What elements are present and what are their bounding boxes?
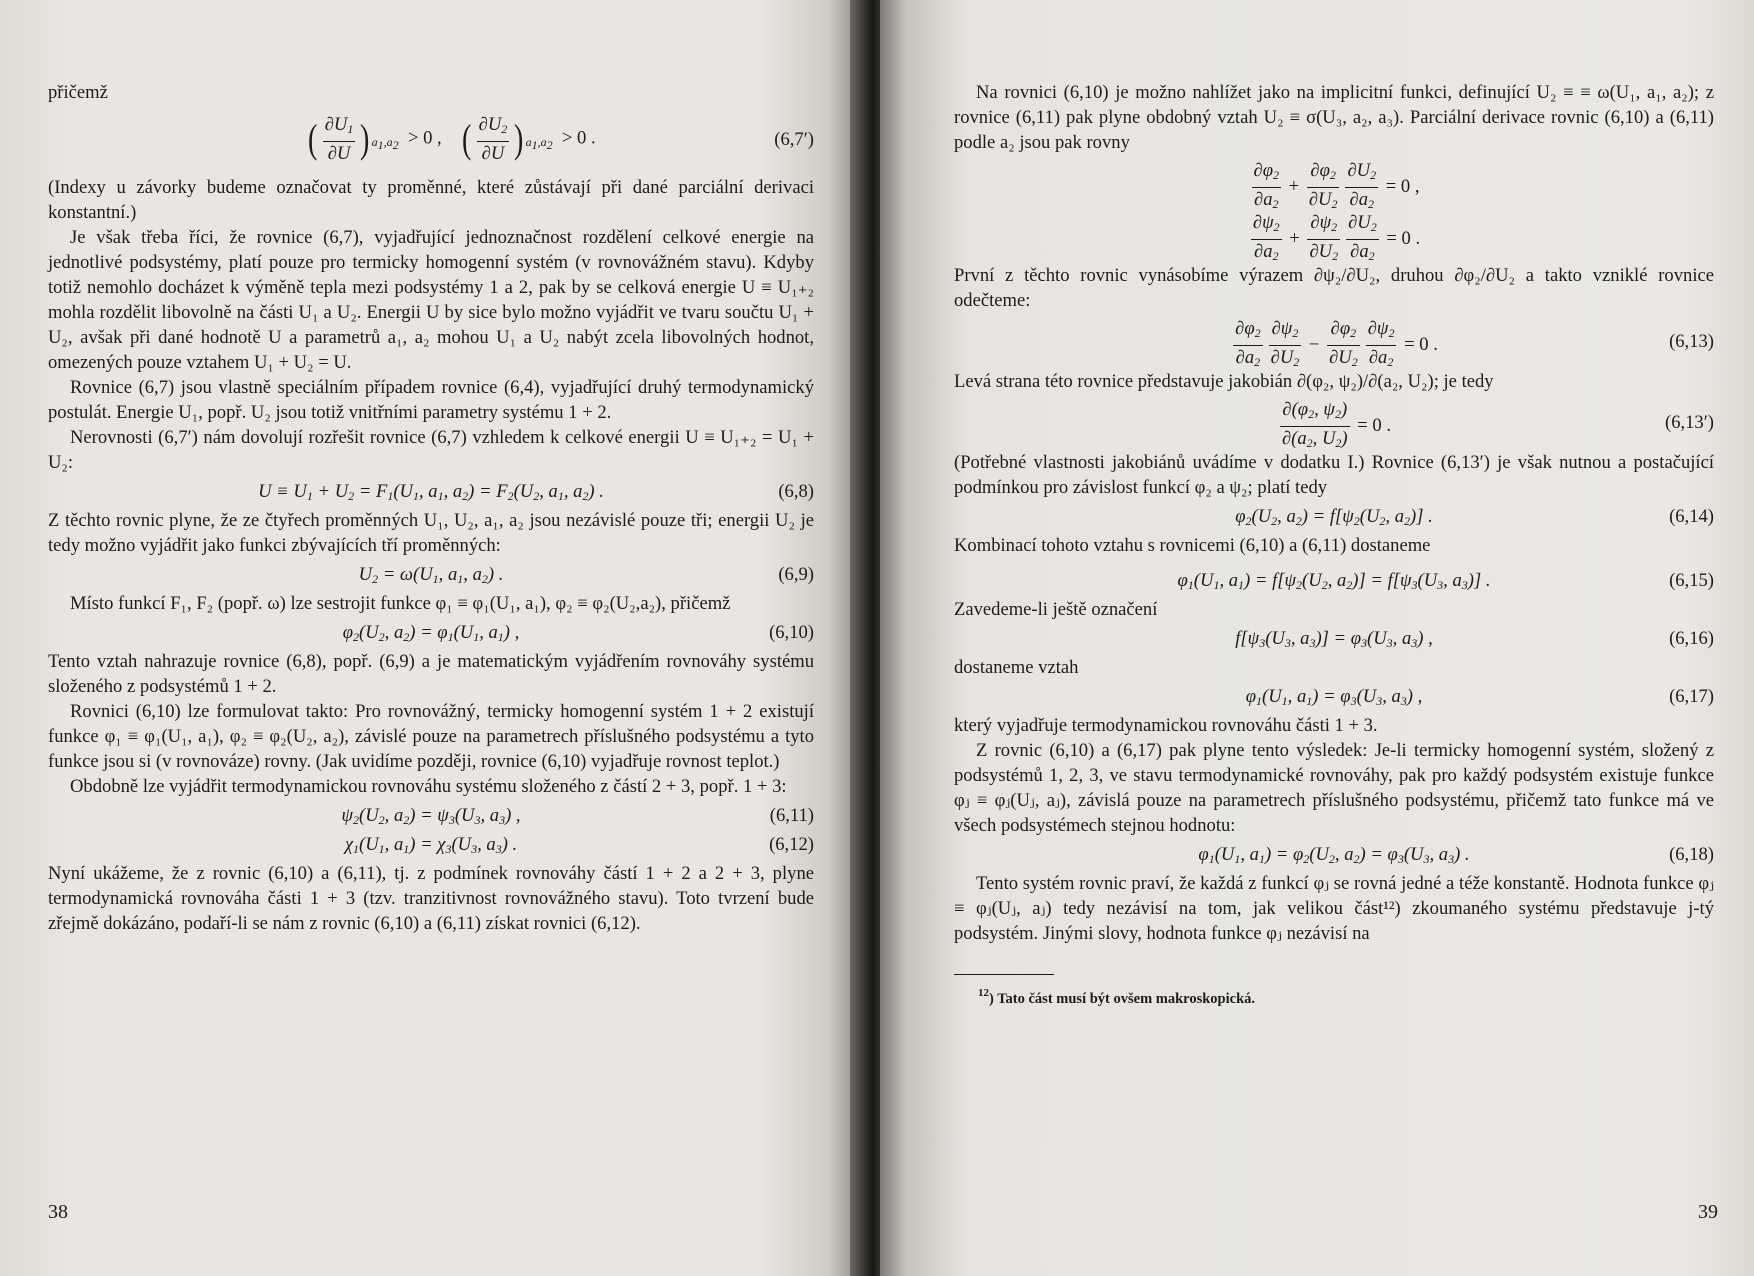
paragraph: Na rovnici (6,10) je možno nahlížet jako na implicitní funkci, definující U₂ ≡ ≡ ω(U₁, a₁, a₂); z rovnice (6,11) pak plyne obdobný vztah U₂ ≡ σ(U₃, a₂, a₃). Parciální derivace rovnic (6,10) a (6,11) podle a₂ jsou pak rovny: [954, 82, 1714, 153]
left-page-content: [48, 80, 814, 1276]
right-page-content: [954, 80, 1714, 1276]
footnote-rule: [954, 974, 1054, 975]
paragraph: Nerovnosti (6,7′) nám dovolují rozřešit rovnice (6,7) vzhledem k celkové energii U ≡ U₁₊₂ = U₁ + U₂:: [48, 427, 814, 473]
equation-6-14: $\varphi_2(U_2$, $a_2) = f[\psi_2(U_2$, $a_2$)] . (6,14): [1235, 506, 1714, 528]
paragraph: Obdobně lze vyjádřit termodynamickou rovnováhu systému složeného z částí 2 + 3, popř. 1 + 3:: [70, 776, 787, 797]
paragraph: Z těchto rovnic plyne, že ze čtyřech proměnných U₁, U₂, a₁, a₂ jsou nezávislé pouze tři; energii U₂ je tedy možno vyjádřit jako funkci zbývajících tří proměnných:: [48, 510, 814, 556]
paragraph: Levá strana této rovnice představuje jakobián ∂(φ₂, ψ₂)/∂(a₂, U₂); je tedy: [954, 371, 1494, 392]
paragraph: Místo funkcí F₁, F₂ (popř. ω) lze sestrojit funkce φ₁ ≡ φ₁(U₁, a₁), φ₂ ≡ φ₂(U₂,a₂), přičemž: [70, 593, 731, 614]
equation-number: (6,16): [1669, 628, 1714, 649]
equation-number: (6,9): [778, 564, 814, 585]
equation-number: (6,14): [1669, 506, 1714, 527]
equation-number: (6,18): [1669, 844, 1714, 865]
equation-number: (6,12): [769, 834, 814, 855]
paragraph: Nyní ukážeme, že z rovnic (6,10) a (6,11), tj. z podmínek rovnováhy částí 1 + 2 a 2 + 3, plyne termodynamická rovnováha části 1 + 3 (tzv. tranzitivnost rovnovážného stavu). Toto tvrzení bude zřejmě dokázáno, podaří-li se nám z rovnic (6,10) a (6,11) získat rovnici (6,12).: [48, 863, 814, 934]
left-page: [0, 0, 862, 1276]
equation-6-13-prime: $\frac{\partial(\varphi_2, \psi_2)}{\partial(a_2, U_2)}$ = 0 . (6,13′): [1281, 399, 1714, 450]
paragraph: Je však třeba říci, že rovnice (6,7), vyjadřující jednoznačnost rozdělení celkové energie na jednotlivé podsystémy, platí pouze pro termicky homogenní systém (v rovnovážném stavu). Kdyby totiž nemohlo docházet k výměně tepla mezi podsystémy 1 a 2, pak by se celková energie U ≡ U₁₊₂ mohla rozdělit libovolně na části U₁ a U₂. Energii U by sice bylo možno vyjádřit ve tvaru součtu U₁ + U₂, avšak při dané hodnotě U a parametrů a₁, a₂ mohou U₁ a U₂ nabýt zcela libovolných hodnot, omezených pouze vztahem U₁ + U₂ = U.: [48, 227, 814, 373]
paragraph: dostaneme vztah: [954, 657, 1079, 678]
equation-number: (6,11): [769, 805, 814, 826]
footnote-text: Tato část musí být ovšem makroskopická.: [997, 991, 1256, 1007]
equation-6-15: $\varphi_1(U_1$, $a_1) = f[\psi_2(U_2$, $a_2)] = f[\psi_3(U_3$, $a_3$)] . (6,15): [1177, 570, 1714, 592]
paragraph: Z rovnic (6,10) a (6,17) pak plyne tento výsledek: Je-li termicky homogenní systém, složený z podsystémů 1, 2, 3, ve stavu termodynamické rovnováhy, pak pro každý podsystém existuje funkce φⱼ ≡ φⱼ(Uⱼ, aⱼ), závislá pouze na parametrech příslušného podsystému, přičemž tato funkce má ve všech podsystémech stejnou hodnotu:: [954, 740, 1714, 836]
equation-6-10: $\varphi_2(U_2$, $a_2) = \varphi_1(U_1$, $a_1$) , (6,10): [342, 622, 814, 644]
equation-6-18: $\varphi_1(U_1$, $a_1) = \varphi_2(U_2$, $a_2) = \varphi_3(U_3$, $a_3$) . (6,18): [1198, 844, 1714, 866]
page-number: 39: [1698, 1201, 1718, 1223]
equation-6-11: $\psi_2(U_2$, $a_2) = \psi_3(U_3$, $a_3$) , (6,11): [341, 805, 814, 827]
paragraph: Rovnici (6,10) lze formulovat takto: Pro rovnovážný, termicky homogenní systém 1 + 2 existují funkce φ₁ ≡ φ₁(U₁, a₁), φ₂ ≡ φ₂(U₂, a₂), závislé pouze na parametrech příslušného podsystému a tyto funkce jsou si (v rovnováze) rovny. (Jak uvidíme později, rovnice (6,10) vyjadřuje rovnost teplot.): [48, 701, 814, 772]
equation-number: (6,13′): [1665, 412, 1714, 433]
equation-6-9: $U_2 = \omega(U_1$, $a_1$, $a_2$) . (6,9): [358, 564, 814, 586]
equation-number: (6,17): [1669, 686, 1714, 707]
paragraph: Tento vztah nahrazuje rovnice (6,8), popř. (6,9) a je matematickým vyjádřením rovnováhy systému složeného z podsystémů 1 + 2.: [48, 651, 814, 697]
equation-6-12: $\chi_1(U_1$, $a_1) = \chi_3(U_3$, $a_3$) . (6,12): [344, 834, 814, 856]
equation-number: (6,8): [778, 481, 814, 502]
equation-6-13: $\frac{\partial\varphi_2}{\partial a_2}$ $\frac{\partial\psi_2}{\partial U_2}$ − $\frac{\partial\varphi_2}{\partial U_2}$ $\frac{\partial\psi_2}{\partial a_2}$ = 0 . (6,13): [1235, 318, 1714, 369]
equation-number: (6,10): [769, 622, 814, 643]
equation-partial-phi: $\frac{\partial\varphi_2}{\partial a_2}$ + $\frac{\partial\varphi_2}{\partial U_2}$ $\frac{\partial U_2}{\partial a_2}$ = 0 ,: [1253, 160, 1420, 211]
footnote-mark: 12: [978, 987, 989, 999]
paragraph: Tento systém rovnic praví, že každá z funkcí φⱼ se rovná jedné a téže konstantě. Hodnota funkce φⱼ ≡ φⱼ(Uⱼ, aⱼ) tedy nezávisí na tom, jak velikou část¹²) zkoumaného systému představuje j-tý podsystém. Jinými slovy, hodnota funkce φⱼ nezávisí na: [954, 873, 1714, 944]
equation-6-16: $f[\psi_3(U_3$, $a_3)] = \varphi_3(U_3$, $a_3$) , (6,16): [1235, 628, 1714, 650]
equation-6-8: $U \equiv U_1 + U_2 = F_1(U_1$, $a_1$, $a_2) = F_2(U_2$, $a_1$, $a_2$) . (6,8): [258, 481, 814, 503]
paragraph: (Potřebné vlastnosti jakobiánů uvádíme v dodatku I.) Rovnice (6,13′) je však nutnou a postačující podmínkou pro závislost funkcí φ₂ a ψ₂; platí tedy: [954, 452, 1714, 498]
right-page: [880, 0, 1754, 1276]
paragraph: Rovnice (6,7) jsou vlastně speciálním případem rovnice (6,4), vyjadřující druhý termodynamický postulát. Energie U₁, popř. U₂ jsou totiž vnitřními parametry systému 1 + 2.: [48, 377, 814, 423]
page-number: 38: [48, 1201, 68, 1223]
equation-partial-psi: $\frac{\partial\psi_2}{\partial a_2}$ + $\frac{\partial\psi_2}{\partial U_2}$ $\frac{\partial U_2}{\partial a_2}$ = 0 .: [1252, 212, 1421, 263]
footnote: $^{12}$) Tato část musí být ovšem makroskopická.: [978, 987, 1256, 1007]
equation-number: (6,15): [1669, 570, 1714, 591]
paragraph: Zavedeme-li ještě označení: [954, 599, 1158, 620]
equation-6-17: $\varphi_1(U_1$, $a_1) = \varphi_3(U_3$, $a_3$) , (6,17): [1245, 686, 1714, 708]
equation-number: (6,13): [1669, 331, 1714, 352]
paragraph: První z těchto rovnic vynásobíme výrazem ∂ψ₂/∂U₂, druhou ∂φ₂/∂U₂ a takto vzniklé rovnice odečteme:: [954, 265, 1714, 311]
paragraph: (Indexy u závorky budeme označovat ty proměnné, které zůstávají při dané parciální derivaci konstantní.): [48, 177, 814, 223]
paragraph: Kombinací tohoto vztahu s rovnicemi (6,10) a (6,11) dostaneme: [954, 535, 1431, 556]
equation-6-7-prime: ( $\frac{\partial U_1}{\partial U}$ ) $_{a_1,a_2}$ > 0 , ( $\frac{\partial U_2}{\partial U}$ ) $_{a_1,a_2}$ > 0 . (6,7′): [308, 114, 814, 164]
paragraph: který vyjadřuje termodynamickou rovnováhu části 1 + 3.: [954, 715, 1378, 736]
intro-word: přičemž: [48, 82, 108, 103]
equation-number: (6,7′): [774, 129, 814, 150]
